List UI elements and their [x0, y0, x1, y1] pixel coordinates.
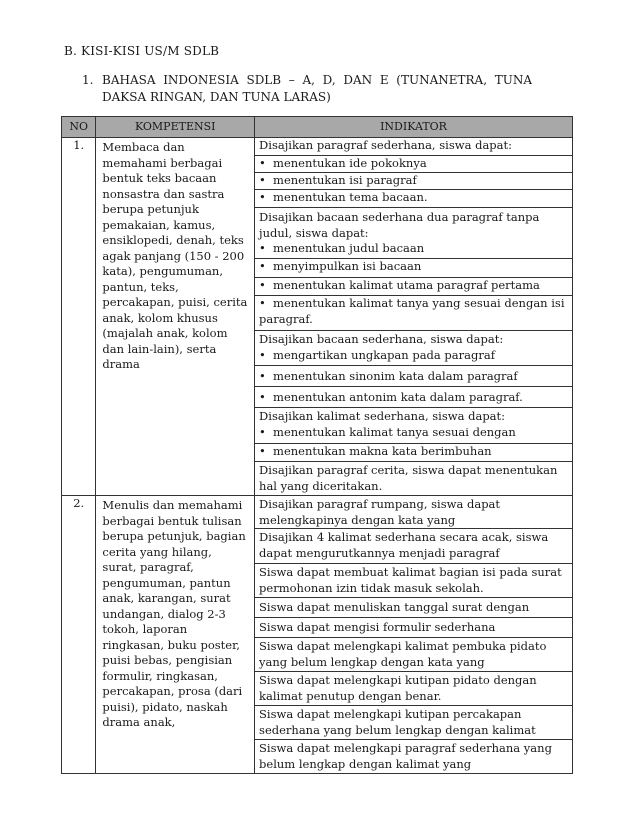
indikator-cell — [255, 496, 573, 774]
bullet-icon: • — [259, 173, 266, 187]
bullet-icon: • — [259, 259, 266, 273]
indicator-item: Disajikan 4 kalimat sederhana secara acak, siswa dapat mengurutkannya menjadi paragraf — [255, 529, 572, 564]
indicator-intro: Disajikan kalimat sederhana, siswa dapat: • menentukan kalimat tanya sesuai dengan — [255, 408, 572, 444]
indicator-bullet: • menentukan isi paragraf — [255, 173, 572, 190]
bullet-icon: • — [259, 190, 266, 204]
indicator-item: Siswa dapat membuat kalimat bagian isi pada surat permohonan izin tidak masuk sekolah. — [255, 564, 572, 598]
indicator-bullet: • menentukan kalimat utama paragraf pertama — [255, 278, 572, 296]
indicator-item: Siswa dapat melengkapi paragraf sederhana yang belum lengkap dengan kalimat yang — [259, 741, 552, 771]
bullet-icon: • — [259, 444, 266, 458]
indikator-cell — [255, 138, 573, 496]
indicator-bullet: • menentukan makna kata berimbuhan — [255, 444, 572, 462]
indicator-bullet: • menyimpulkan isi bacaan — [255, 259, 572, 278]
indicator-item: Siswa dapat melengkapi kutipan pidato dengan kalimat penutup dengan benar. — [255, 672, 572, 706]
indicator-item: Siswa dapat menuliskan tanggal surat dengan — [255, 598, 572, 618]
header-no: NO — [62, 117, 96, 138]
indicator-intro: Disajikan bacaan sederhana dua paragraf tanpa judul, siswa dapat: • menentukan judul bacaan — [255, 208, 572, 259]
indicator-bullet: • menentukan kalimat tanya yang sesuai dengan isi paragraf. — [255, 296, 572, 331]
table-row — [62, 496, 573, 774]
kompetensi-cell — [96, 496, 255, 774]
row-number: 2. — [62, 496, 96, 774]
indicator-bullet: • menentukan ide pokoknya — [255, 156, 572, 173]
indicator-item: Siswa dapat mengisi formulir sederhana — [255, 618, 572, 638]
table-row — [62, 138, 573, 496]
bullet-icon: • — [259, 278, 266, 292]
bullet-icon: • — [259, 156, 266, 170]
indicator-bullet: • menentukan tema bacaan. — [255, 190, 572, 208]
indicator-bullet: • menentukan sinonim kata dalam paragraf — [255, 366, 572, 387]
indicator-intro: Disajikan paragraf cerita, siswa dapat menentukan hal yang diceritakan. — [259, 463, 558, 493]
subsection-number: 1. — [82, 73, 94, 87]
subsection-heading — [82, 72, 532, 106]
kisi-kisi-table — [61, 116, 573, 774]
indicator-intro: Disajikan paragraf sederhana, siswa dapat: — [255, 138, 572, 156]
bullet-icon: • — [259, 296, 266, 310]
table-header-row — [62, 117, 573, 138]
kompetensi-cell — [96, 138, 255, 496]
indicator-item: Disajikan paragraf rumpang, siswa dapat melengkapinya dengan kata yang — [255, 496, 572, 529]
indicator-item: Siswa dapat melengkapi kalimat pembuka pidato yang belum lengkap dengan kata yang — [255, 638, 572, 672]
indicator-intro: Disajikan bacaan sederhana, siswa dapat: • mengartikan ungkapan pada paragraf — [255, 331, 572, 366]
indicator-group — [255, 138, 572, 495]
bullet-icon: • — [259, 347, 266, 362]
subsection-title: BAHASA INDONESIA SDLB – A, D, DAN E (TUNANETRA, TUNA DAKSA RINGAN, DAN TUNA LARAS) — [102, 73, 532, 104]
header-kompetensi: KOMPETENSI — [96, 117, 255, 138]
row-number: 1. — [62, 138, 96, 496]
bullet-icon: • — [259, 241, 266, 255]
kompetensi-text: Membaca dan memahami berbagai bentuk teks bacaan nonsastra dan sastra berupa petunjuk pemakaian, kamus, ensiklopedi, denah, teks agak panjang (150 - 200 kata), pengumuman, pantun, teks, percakapan, puisi, cerita anak, kolom khusus (majalah anak, kolom dan lain-lain), serta drama — [102, 140, 248, 371]
section-heading: B. KISI-KISI US/M SDLB — [64, 44, 220, 58]
bullet-icon: • — [259, 390, 266, 404]
indicator-item: Siswa dapat melengkapi kutipan percakapan sederhana yang belum lengkap dengan kalimat — [255, 706, 572, 740]
indicator-bullet: • menentukan antonim kata dalam paragraf. — [255, 387, 572, 408]
kompetensi-text: Menulis dan memahami berbagai bentuk tulisan berupa petunjuk, bagian cerita yang hilang, surat, paragraf, pengumuman, pantun anak, karangan, surat undangan, dialog 2-3 tokoh, laporan ringkasan, buku poster, puisi bebas, pengisian formulir, ringkasan, percakapan, prosa (dari puisi), pidato, naskah drama anak, — [102, 498, 246, 729]
bullet-icon: • — [259, 424, 266, 439]
bullet-icon: • — [259, 369, 266, 383]
header-indikator: INDIKATOR — [255, 117, 573, 138]
